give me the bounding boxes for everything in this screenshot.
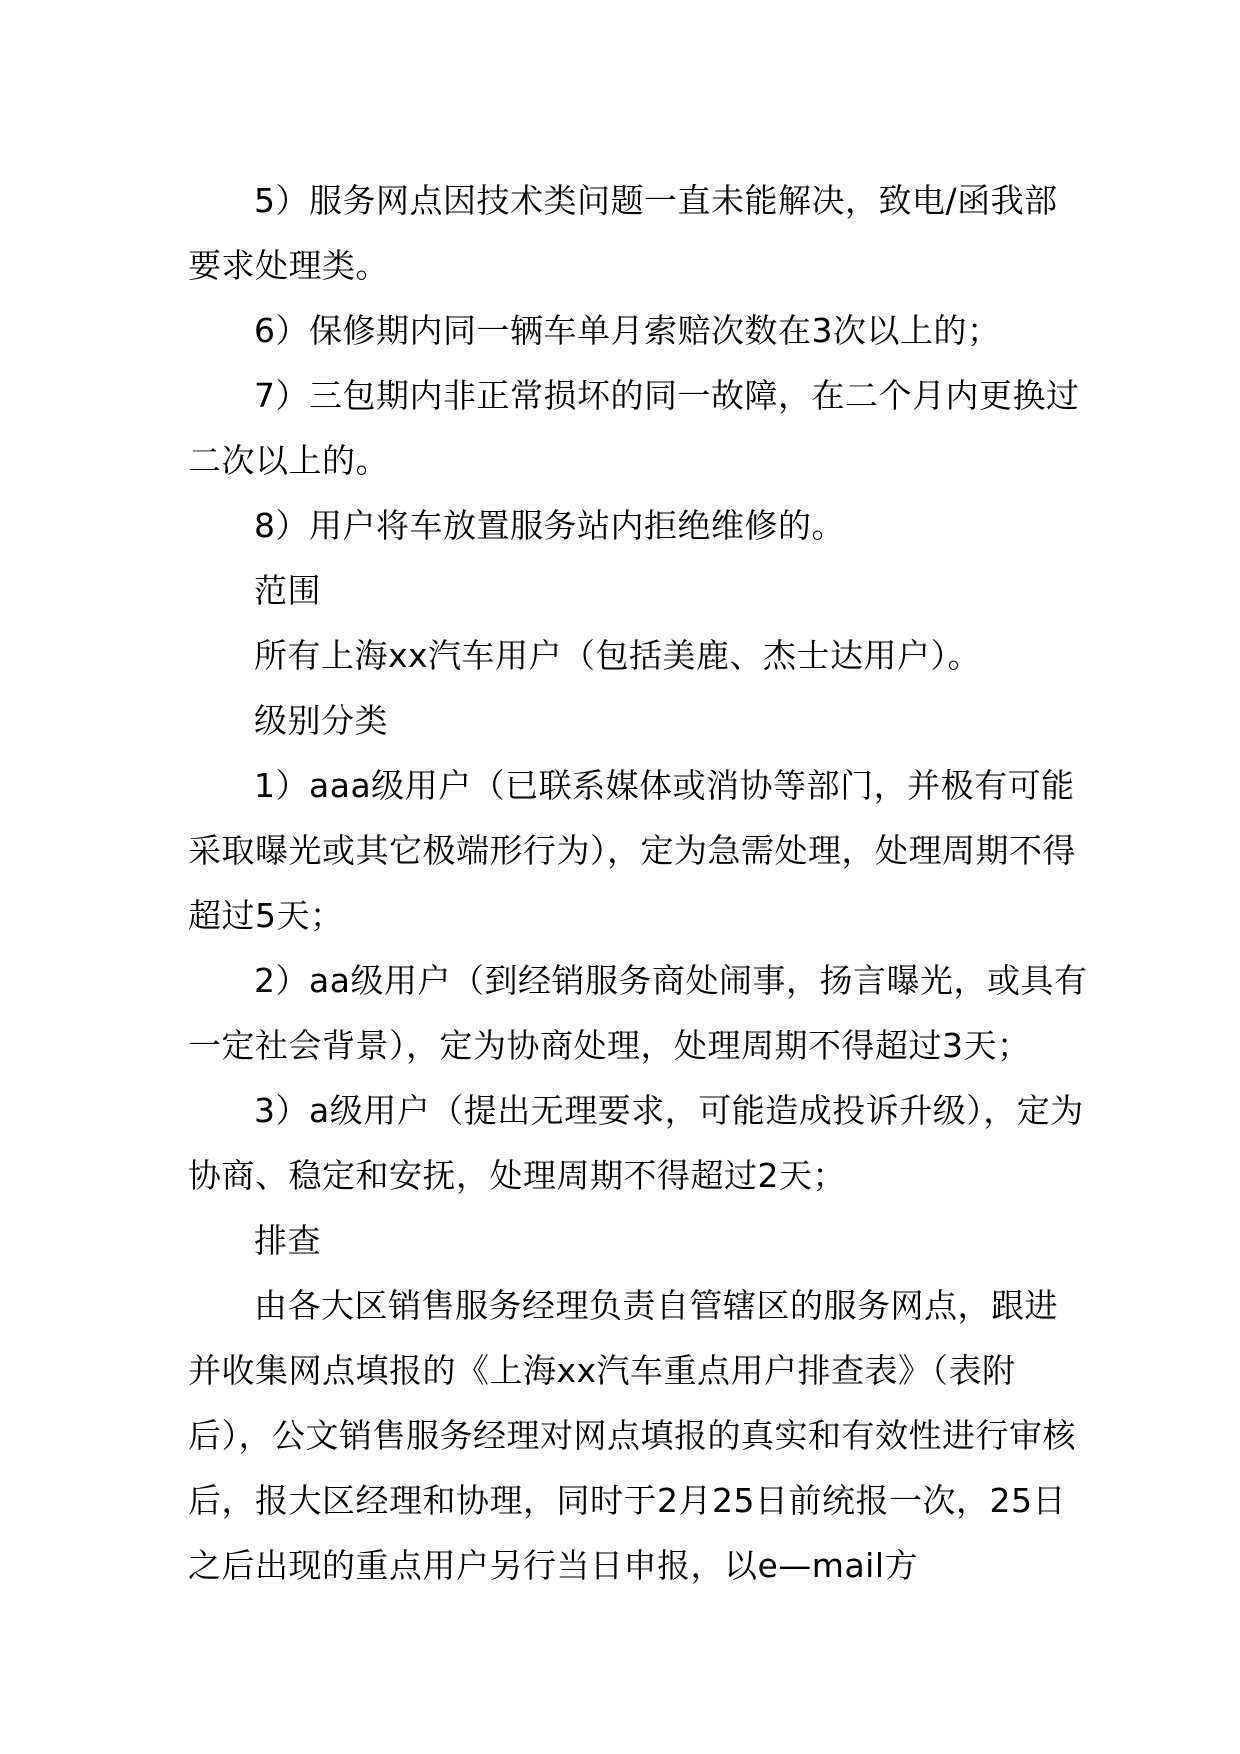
paragraph-item-5: 5）服务网点因技术类问题一直未能解决，致电/函我部要求处理类。 bbox=[188, 181, 1058, 285]
document-body bbox=[188, 168, 1088, 1598]
section-heading-level-classification: 级别分类 bbox=[254, 701, 388, 740]
section-heading-scope: 范围 bbox=[254, 571, 321, 610]
paragraph-item-6: 6）保修期内同一辆车单月索赔次数在3次以上的； bbox=[254, 311, 1001, 350]
paragraph-level-aaa: 1）aaa级用户（已联系媒体或消协等部门，并极有可能采取曝光或其它极端形行为），定为急需处理，处理周期不得超过5天； bbox=[188, 766, 1076, 935]
paragraph-level-aa: 2）aa级用户（到经销服务商处闹事，扬言曝光，或具有一定社会背景），定为协商处理，处理周期不得超过3天； bbox=[188, 961, 1088, 1065]
section-heading-investigation: 排查 bbox=[254, 1221, 321, 1260]
paragraph-investigation: 由各大区销售服务经理负责自管辖区的服务网点，跟进并收集网点填报的《上海xx汽车重点用户排查表》（表附后），公文销售服务经理对网点填报的真实和有效性进行审核后，报大区经理和协理，同时于2月25日前统报一次，25日之后出现的重点用户另行当日申报，以e—mail方 bbox=[188, 1286, 1076, 1585]
paragraph-scope: 所有上海xx汽车用户（包括美鹿、杰士达用户）。 bbox=[254, 636, 982, 675]
paragraph-level-a: 3）a级用户（提出无理要求，可能造成投诉升级），定为协商、稳定和安抚，处理周期不得超过2天； bbox=[188, 1091, 1084, 1195]
paragraph-item-7: 7）三包期内非正常损坏的同一故障，在二个月内更换过二次以上的。 bbox=[188, 376, 1080, 480]
paragraph-item-8: 8）用户将车放置服务站内拒绝维修的。 bbox=[254, 506, 845, 545]
